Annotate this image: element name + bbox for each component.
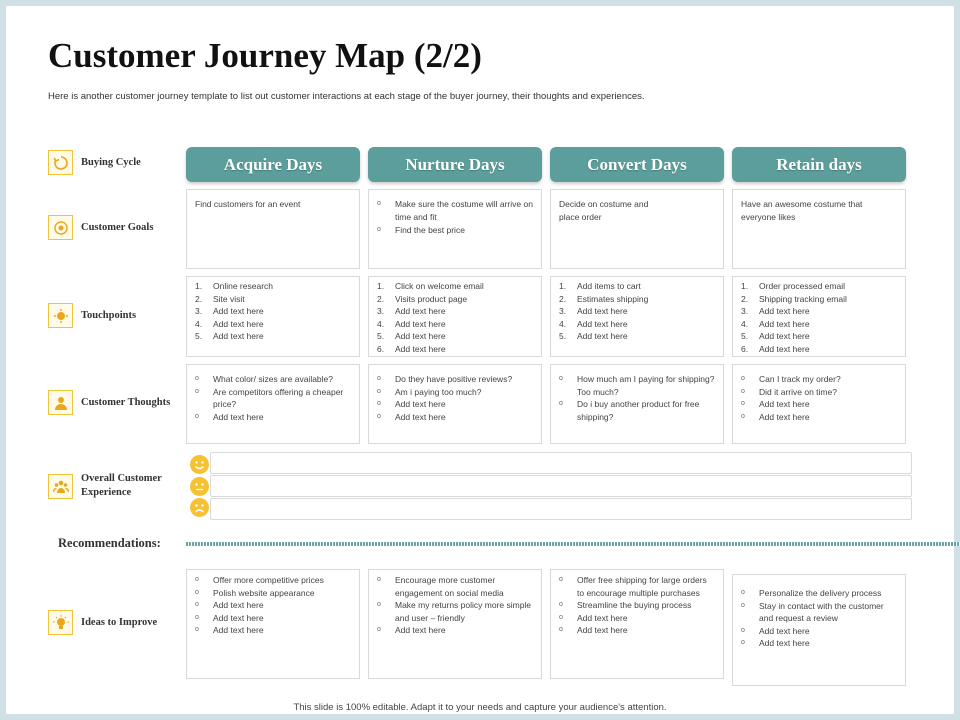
list-item: o Add text here bbox=[741, 625, 810, 636]
stage-header: Convert Days bbox=[550, 147, 724, 182]
row-customer-goals bbox=[48, 215, 181, 240]
lightbulb-icon bbox=[48, 610, 73, 635]
list-item: 4. Add text here bbox=[377, 318, 446, 329]
list-item: 2. Shipping tracking email bbox=[741, 293, 847, 304]
list-item: 6. Add text here bbox=[377, 343, 446, 354]
list-item: o Add text here bbox=[741, 411, 810, 422]
sad-face-icon bbox=[190, 498, 209, 517]
goals-cell bbox=[550, 189, 724, 269]
stage-header: Retain days bbox=[732, 147, 906, 182]
neutral-face-icon bbox=[190, 477, 209, 496]
list-item: o Add text here bbox=[377, 411, 446, 422]
list-item: 5. Add text here bbox=[377, 331, 446, 341]
touchpoints-cell bbox=[550, 276, 724, 357]
ideas-cell bbox=[550, 569, 724, 679]
list-item: o Are competitors offering a cheaper price? bbox=[195, 386, 344, 409]
cycle-icon bbox=[48, 150, 73, 175]
list-item: 5. Add text here bbox=[741, 331, 810, 341]
list-item: o Add text here bbox=[741, 399, 810, 409]
ideas-cell bbox=[368, 569, 542, 679]
list-item: 5. Add text here bbox=[559, 331, 628, 341]
list-item: 2. Site visit bbox=[195, 293, 245, 304]
list-item: 3. Add text here bbox=[195, 306, 264, 316]
row-overall-experience bbox=[48, 472, 181, 500]
list-item: 6. Add text here bbox=[741, 343, 810, 354]
row-buying-cycle bbox=[48, 150, 181, 175]
footer-note: This slide is 100% editable. Adapt it to your needs and capture your audience's attention. bbox=[293, 702, 667, 713]
stage-header: Nurture Days bbox=[368, 147, 542, 182]
goals-cell bbox=[732, 189, 906, 269]
goal-text: Decide on costume and place order bbox=[559, 199, 649, 222]
list-item: 3. Add text here bbox=[559, 306, 628, 316]
list-item: 3. Add text here bbox=[377, 306, 446, 316]
list-item: o Polish website appearance bbox=[195, 587, 315, 598]
stage-header: Acquire Days bbox=[186, 147, 360, 182]
list-item: o Add text here bbox=[195, 625, 264, 635]
list-item: 1. Click on welcome email bbox=[377, 281, 484, 291]
list-item: o Encourage more customer engagement on social media bbox=[377, 575, 504, 598]
list-item: o Add text here bbox=[195, 600, 264, 610]
ideas-cell bbox=[732, 574, 906, 686]
list-item: o Offer more competitive prices bbox=[195, 575, 324, 585]
list-item: o Add text here bbox=[377, 399, 446, 409]
row-label-text: Customer Goals bbox=[81, 221, 154, 233]
thoughts-cell bbox=[368, 364, 542, 444]
list-item: 1. Add items to cart bbox=[559, 281, 641, 291]
list-item: o Make my returns policy more simple and user – friendly bbox=[377, 600, 532, 623]
list-item: o Add text here bbox=[741, 638, 810, 648]
row-label-text: Ideas to Improve bbox=[81, 616, 158, 628]
list-item: 4. Add text here bbox=[195, 318, 264, 329]
goal-text: Make sure the costume will arrive on time and fit bbox=[395, 199, 533, 222]
experience-row-neutral bbox=[210, 475, 912, 497]
list-item: 2. Visits product page bbox=[377, 293, 468, 304]
thoughts-cell bbox=[186, 364, 360, 444]
person-icon bbox=[48, 390, 73, 415]
row-label-text: Touchpoints bbox=[81, 309, 137, 321]
recommendations-divider bbox=[186, 542, 960, 546]
thoughts-cell bbox=[732, 364, 906, 444]
goal-text: Find the best price bbox=[395, 225, 465, 235]
list-item: o Add text here bbox=[377, 625, 446, 635]
list-item: o Stay in contact with the customer and request a review bbox=[741, 600, 884, 623]
list-item: o Do i buy another product for free shipping? bbox=[559, 399, 700, 422]
goals-cell bbox=[186, 189, 360, 269]
list-item: 5. Add text here bbox=[195, 331, 264, 341]
list-item: o Did it arrive on time? bbox=[741, 386, 837, 397]
touchpoints-cell bbox=[732, 276, 906, 357]
ideas-cell bbox=[186, 569, 360, 679]
goal-text: Have an awesome costume that everyone likes bbox=[741, 199, 863, 222]
list-item: o Add text here bbox=[559, 612, 628, 623]
happy-face-icon bbox=[190, 455, 209, 474]
list-item: o Make sure the costume will arrive on time and fit bbox=[377, 199, 533, 222]
group-icon bbox=[48, 474, 73, 499]
thoughts-cell bbox=[550, 364, 724, 444]
row-label-text: Buying Cycle bbox=[81, 156, 141, 168]
target-icon bbox=[48, 215, 73, 240]
list-item: 4. Add text here bbox=[741, 318, 810, 329]
row-ideas-to-improve bbox=[48, 610, 181, 635]
touchpoints-cell bbox=[186, 276, 360, 357]
list-item: o Streamline the buying process bbox=[559, 600, 692, 610]
list-item: 3. Add text here bbox=[741, 306, 810, 316]
list-item: 2. Estimates shipping bbox=[559, 293, 649, 304]
touchpoints-cell bbox=[368, 276, 542, 357]
list-item: o Add text here bbox=[559, 625, 628, 635]
list-item: o Am i paying too much? bbox=[377, 386, 482, 397]
list-item: o Personalize the delivery process bbox=[741, 588, 882, 598]
row-customer-thoughts bbox=[48, 390, 181, 415]
row-touchpoints bbox=[48, 303, 181, 328]
list-item: 1. Online research bbox=[195, 281, 274, 291]
goal-text: Find customers for an event bbox=[195, 199, 301, 209]
list-item: o Add text here bbox=[195, 411, 264, 422]
list-item: o How much am I paying for shipping? Too much? bbox=[559, 374, 715, 397]
goals-cell bbox=[368, 189, 542, 269]
row-label-text: Overall Customer Experience bbox=[81, 473, 162, 498]
list-item: o Find the best price bbox=[377, 225, 465, 235]
recommendations-label: Recommendations: bbox=[58, 536, 161, 550]
experience-row-negative bbox=[210, 498, 912, 520]
page-title: Customer Journey Map (2/2) bbox=[48, 36, 482, 75]
list-item: o Offer free shipping for large orders to encourage multiple purchases bbox=[559, 575, 707, 598]
page-subtitle: Here is another customer journey template to list out customer interactions at each stage of the buyer journey, their thoughts and experiences. bbox=[48, 91, 645, 102]
list-item: o Do they have positive reviews? bbox=[377, 374, 513, 384]
list-item: o Add text here bbox=[195, 612, 264, 623]
list-item: 1. Order processed email bbox=[741, 281, 845, 291]
touch-icon bbox=[48, 303, 73, 328]
list-item: o What color/ sizes are available? bbox=[195, 374, 334, 384]
row-label-text: Customer Thoughts bbox=[81, 396, 171, 408]
experience-row-positive bbox=[210, 452, 912, 474]
list-item: o Can I track my order? bbox=[741, 374, 841, 384]
list-item: 4. Add text here bbox=[559, 318, 628, 329]
